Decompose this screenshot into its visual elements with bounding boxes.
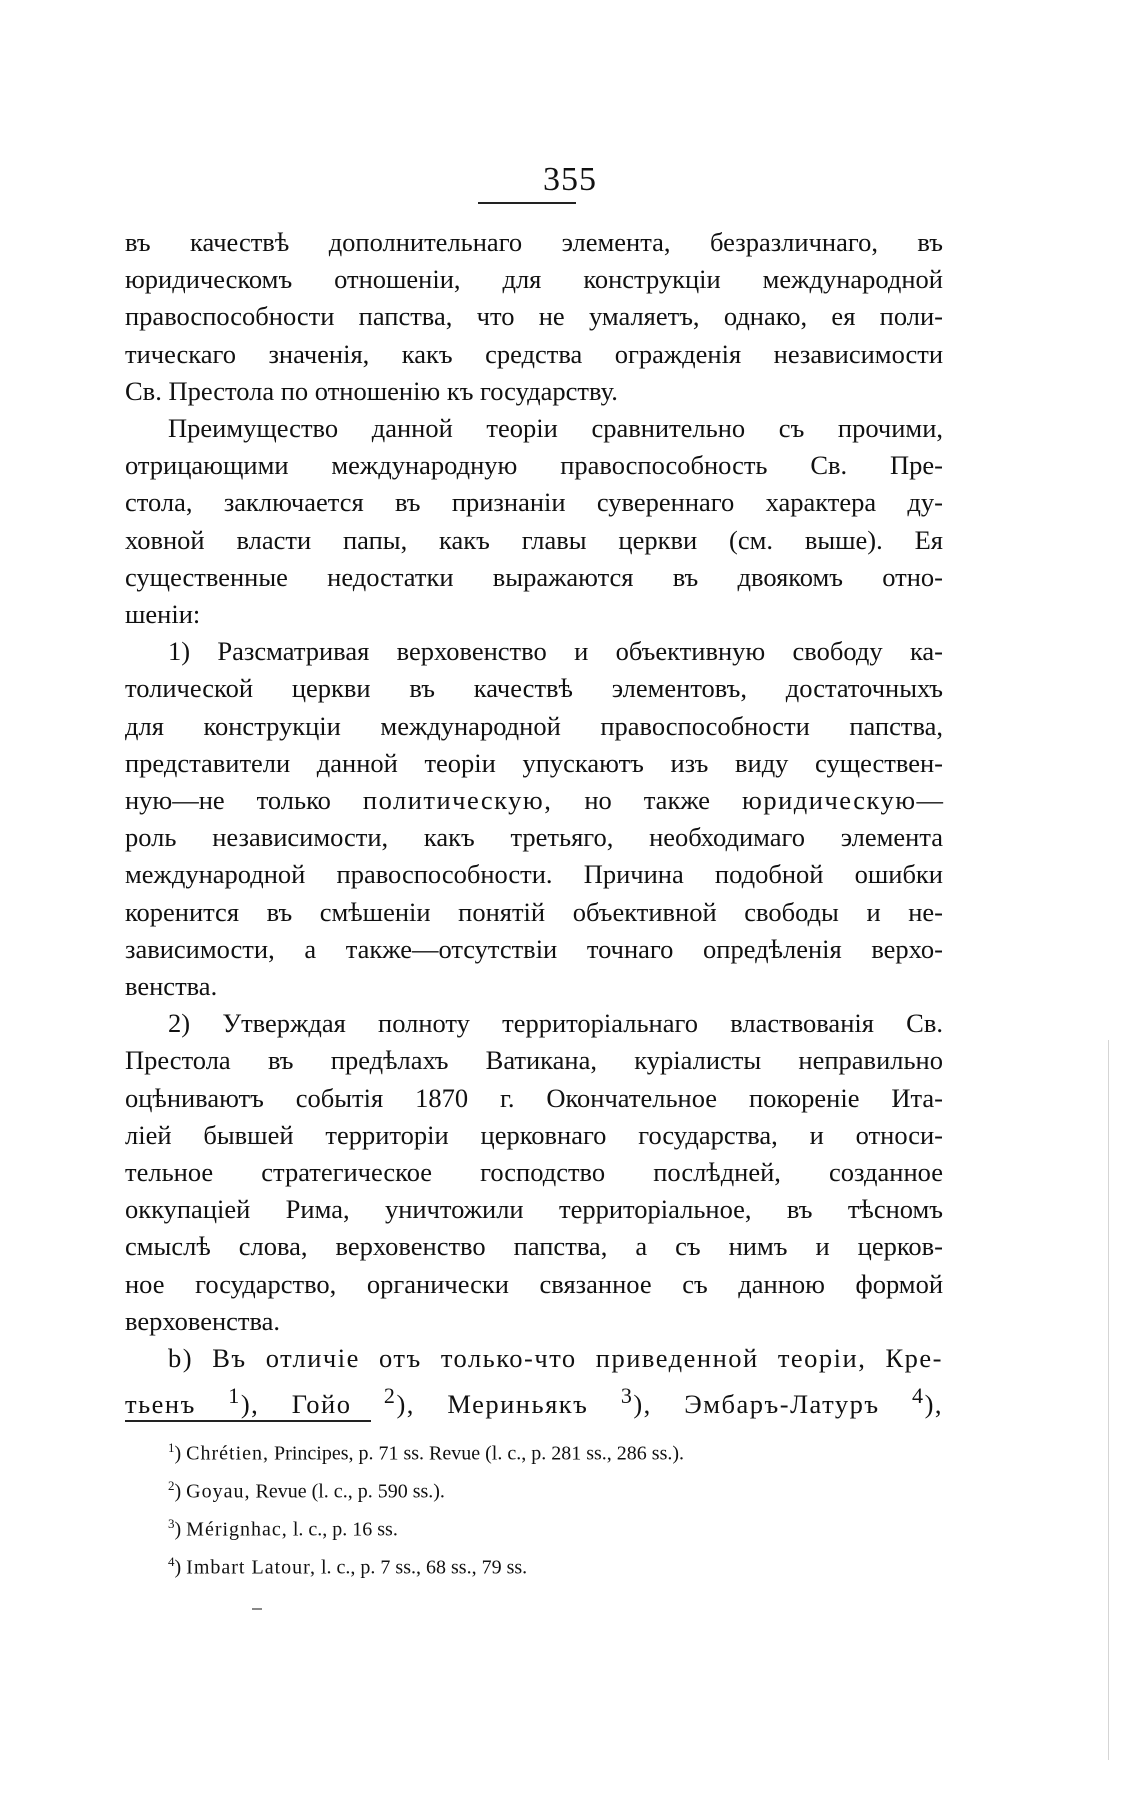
footnote-number: 2 (168, 1478, 175, 1494)
footnote-author: Mérignhac, (186, 1518, 288, 1541)
text-line: международной правоспособности. Причина подобной ошибки (125, 859, 943, 890)
text-line: коренится въ смѣшеніи понятій объективной свободы и не- (125, 896, 943, 927)
text-line (125, 782, 943, 819)
text-line-authors: тьенъ $^1$), Гойо $^2$), Мериньякъ $^3$), Эмбаръ-Латуръ $^4$), (125, 1383, 944, 1420)
text-line: толической церкви въ качествѣ элементовъ, достаточныхъ (125, 673, 943, 704)
footnote-number: 1 (168, 1440, 175, 1455)
footnote-author: Goyau, (186, 1480, 251, 1503)
footnote-ref: 3 (620, 1383, 634, 1409)
text-line: роль независимости, какъ третьяго, необходимаго элемента (125, 822, 943, 853)
footnote-text: Principes, p. 71 ss. Revue (l. c., p. 281 ss., 286 ss.). (269, 1442, 685, 1465)
scan-artifact (252, 1608, 262, 1610)
author-name: тьенъ (125, 1389, 196, 1420)
emphasized-text: политическую, (362, 785, 553, 816)
footnote: $^3$) Mérignhac, l. c., p. 16 ss. (168, 1516, 398, 1541)
text-line: верховенства. (125, 1305, 281, 1336)
text-line: Преимущество данной теоріи сравнительно съ прочими, (168, 413, 943, 444)
text-line: представители данной теоріи упускаютъ изъ виду существен- (125, 747, 943, 778)
text-line: 1) Разсматривая верховенство и объективную свободу ка- (168, 636, 943, 667)
author-name: Мериньякъ (447, 1389, 589, 1420)
text-line: ліей бывшей территоріи церковнаго государства, и относи- (125, 1119, 943, 1150)
main-text (125, 224, 943, 1423)
author-name: Эмбаръ-Латуръ (684, 1389, 880, 1420)
text-line: шеніи: (125, 599, 201, 630)
text-line: смыслѣ слова, верховенство папства, а съ нимъ и церков- (125, 1231, 943, 1262)
text-line: ховной власти папы, какъ главы церкви (см. выше). Ея (125, 524, 943, 555)
text-line: тельное стратегическое господство послѣдней, созданное (125, 1157, 943, 1188)
page-number-rule (478, 202, 576, 204)
text-line: юридическомъ отношеніи, для конструкціи международной (125, 264, 943, 295)
text-fragment: ную—не только (125, 785, 363, 816)
text-line: b) Въ отличіе отъ только-что приведенной теоріи, Кре- (168, 1343, 943, 1374)
text-line: зависимости, а также—отсутствіи точнаго опредѣленія верхо- (125, 933, 943, 964)
author-name: Гойо (291, 1389, 352, 1420)
text-line: Престола въ предѣлахъ Ватикана, куріалисты неправильно (125, 1045, 943, 1076)
text-line: существенные недостатки выражаются въ двоякомъ отно- (125, 561, 943, 592)
text-line: отрицающими международную правоспособность Св. Пре- (125, 450, 943, 481)
text-line: оккупаціей Рима, уничтожили территоріальное, въ тѣсномъ (125, 1194, 943, 1225)
text-line: правоспособности папства, что не умаляетъ, однако, ея поли- (125, 301, 943, 332)
text-line: для конструкціи международной правоспособности папства, (125, 710, 943, 741)
text-fragment: но также (552, 785, 743, 816)
footnote: $^2$) Goyau, Revue (l. c., p. 590 ss.). (168, 1478, 445, 1503)
footnote: $^1$) Chrétien, Principes, p. 71 ss. Revue (l. c., p. 281 ss., 286 ss.). (168, 1440, 685, 1465)
page-number: 355 (543, 161, 597, 198)
scan-artifact (1108, 1040, 1109, 1760)
text-line: ное государство, органически связанное съ данною формой (125, 1268, 943, 1299)
text-line: Св. Престола по отношенію къ государству. (125, 375, 618, 406)
footnote: $^4$) Imbart Latour, l. c., p. 7 ss., 68 ss., 79 ss. (168, 1554, 528, 1580)
footnote-ref: 4 (912, 1383, 925, 1409)
footnote-author: Imbart Latour, (186, 1557, 316, 1580)
footnote-text: l. c., p. 16 ss. (287, 1518, 398, 1541)
footnote-ref: 2 (383, 1383, 397, 1409)
footnote-author: Chrétien, (186, 1442, 270, 1465)
footnote-number: 4 (168, 1554, 175, 1570)
text-line: венства. (125, 971, 218, 1002)
text-line: тическаго значенія, какъ средства огражденія независимости (125, 338, 943, 369)
footnote-separator (125, 1420, 371, 1422)
text-line: 2) Утверждая полноту территоріальнаго властвованія Св. (168, 1008, 943, 1039)
footnote-text: Revue (l. c., p. 590 ss.). (250, 1480, 445, 1503)
footnote-text: l. c., p. 7 ss., 68 ss., 79 ss. (316, 1557, 528, 1580)
footnote-ref: 1 (228, 1383, 241, 1409)
text-fragment: — (916, 785, 943, 816)
footnote-number: 3 (168, 1516, 175, 1532)
text-line: стола, заключается въ признаніи сувереннаго характера ду- (125, 487, 943, 518)
footnotes (168, 1432, 943, 1585)
text-line: въ качествѣ дополнительнаго элемента, безразличнаго, въ (125, 227, 943, 257)
emphasized-text: юридическую (742, 785, 917, 816)
text-line: оцѣниваютъ событія 1870 г. Окончательное покореніе Ита- (125, 1082, 943, 1113)
